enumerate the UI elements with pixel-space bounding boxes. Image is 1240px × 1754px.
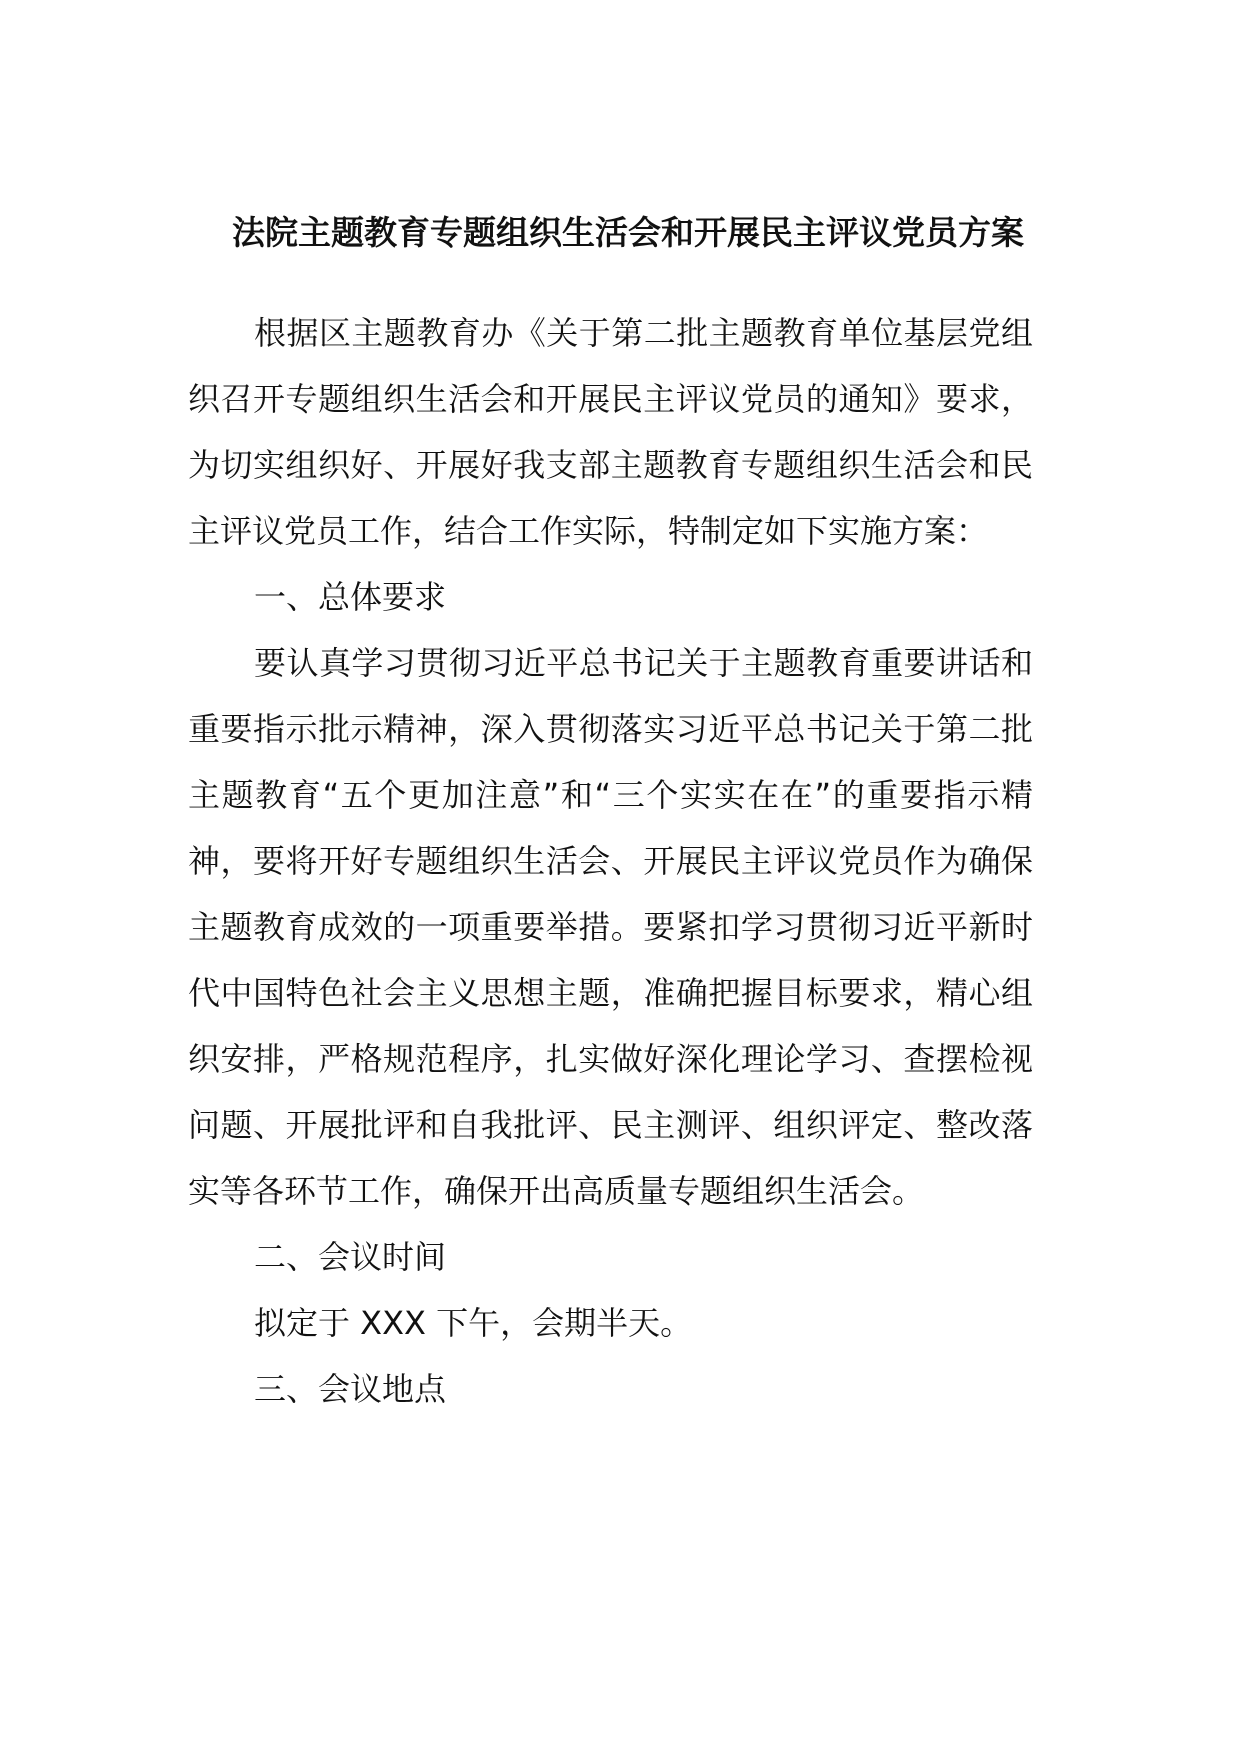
document-body [188, 300, 1033, 1422]
section-heading-general-requirements: 一、总体要求 [254, 578, 447, 616]
section-heading-meeting-place: 三、会议地点 [254, 1370, 447, 1408]
document-title: 法院主题教育专题组织生活会和开展民主评议党员方案 [232, 213, 1024, 252]
section-heading-meeting-time: 二、会议时间 [254, 1238, 447, 1276]
section-body-meeting-time: 拟定于 XXX 下午，会期半天。 [254, 1304, 693, 1342]
section-body-general-requirements: 要认真学习贯彻习近平总书记关于主题教育重要讲话和重要指示批示精神，深入贯彻落实习近平总书记关于第二批主题教育“五个更加注意”和“三个实实在在”的重要指示精神，要将开好专题组织生活会、开展民主评议党员作为确保主题教育成效的一项重要举措。要紧扣学习贯彻习近平新时代中国特色社会主义思想主题，准确把握目标要求，精心组织安排，严格规范程序，扎实做好深化理论学习、查摆检视问题、开展批评和自我批评、民主测评、组织评定、整改落实等各环节工作，确保开出高质量专题组织生活会。 [188, 644, 1033, 1210]
intro-paragraph: 根据区主题教育办《关于第二批主题教育单位基层党组织召开专题组织生活会和开展民主评议党员的通知》要求，为切实组织好、开展好我支部主题教育专题组织生活会和民主评议党员工作，结合工作实际，特制定如下实施方案： [188, 314, 1033, 550]
